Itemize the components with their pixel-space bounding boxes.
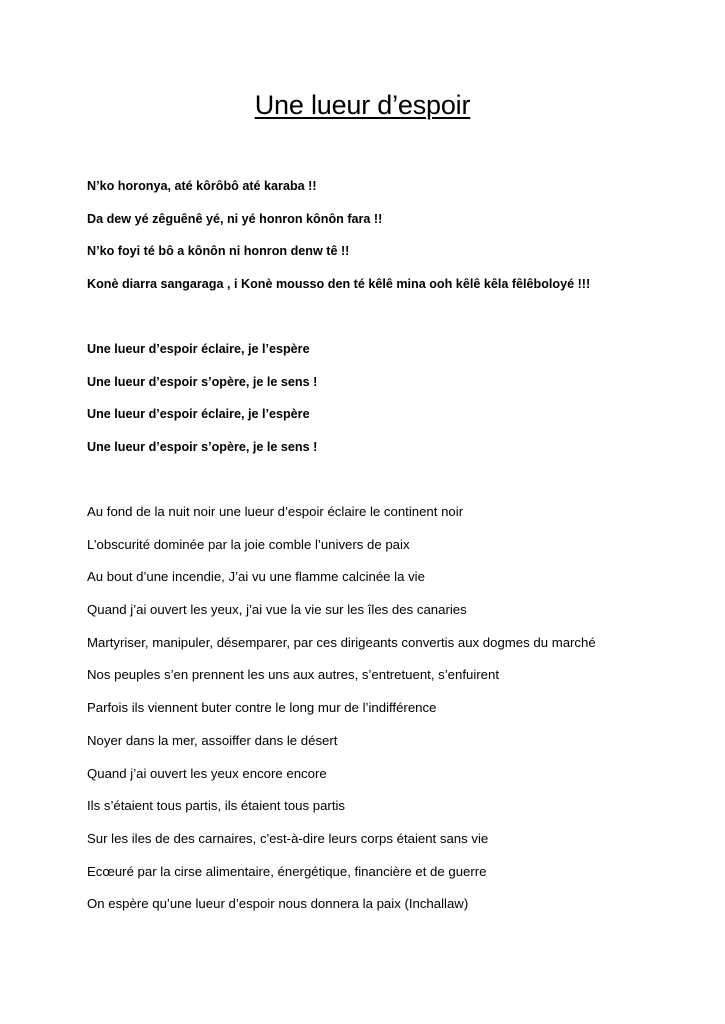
poem-line: Ecœuré par la cirse alimentaire, énergétique, financière et de guerre (87, 863, 487, 879)
poem-line: N’ko horonya, até kôrôbô até karaba !! (87, 179, 317, 193)
poem-line: Une lueur d’espoir éclaire, je l’espère (87, 342, 310, 356)
poem-line: Konè diarra sangaraga , i Konè mousso den té kêlê mina ooh kêlê kêla fêlêboloyé !!! (87, 277, 591, 292)
poem-line: Martyriser, manipuler, désemparer, par ces dirigeants convertis aux dogmes du marché (87, 634, 596, 650)
stanza-1 (87, 176, 590, 307)
page-title: Une lueur d’espoir (254, 90, 471, 120)
poem-line: On espère qu’une lueur d’espoir nous donnera la paix (Inchallaw) (87, 896, 469, 912)
poem-line: Une lueur d’espoir éclaire, je l’espère (87, 407, 310, 422)
poem-line: Une lueur d’espoir s’opère, je le sens ! (87, 440, 318, 455)
poem-line: Nos peuples s’en prennent les uns aux autres, s’entretuent, s’enfuirent (87, 667, 499, 683)
poem-line: Au bout d’une incendie, J’ai vu une flamme calcinée la vie (87, 569, 425, 585)
poem-line: Quand j’ai ouvert les yeux, j’ai vue la vie sur les îles des canaries (87, 602, 467, 618)
poem-line: Quand j’ai ouvert les yeux encore encore (87, 765, 327, 781)
poem-line: Da dew yé zêguênê yé, ni yé honron kônôn fara !! (87, 211, 383, 226)
stanza-3 (87, 502, 596, 927)
poem-line: Parfois ils viennent buter contre le long mur de l’indifférence (87, 700, 437, 716)
poem-line: Ils s’étaient tous partis, ils étaient tous partis (87, 798, 346, 814)
poem-line: Une lueur d’espoir s’opère, je le sens ! (87, 374, 318, 389)
poem-line: Sur les iles de des carnaires, c'est-à-dire leurs corps étaient sans vie (87, 830, 489, 846)
poem-line: Au fond de la nuit noir une lueur d’espoir éclaire le continent noir (87, 504, 464, 519)
stanza-2 (87, 339, 317, 470)
poem-line: N’ko foyi té bô a kônôn ni honron denw tê !! (87, 244, 350, 259)
poem-line: L’obscurité dominée par la joie comble l’univers de paix (87, 536, 410, 552)
poem-line: Noyer dans la mer, assoiffer dans le désert (87, 732, 338, 748)
